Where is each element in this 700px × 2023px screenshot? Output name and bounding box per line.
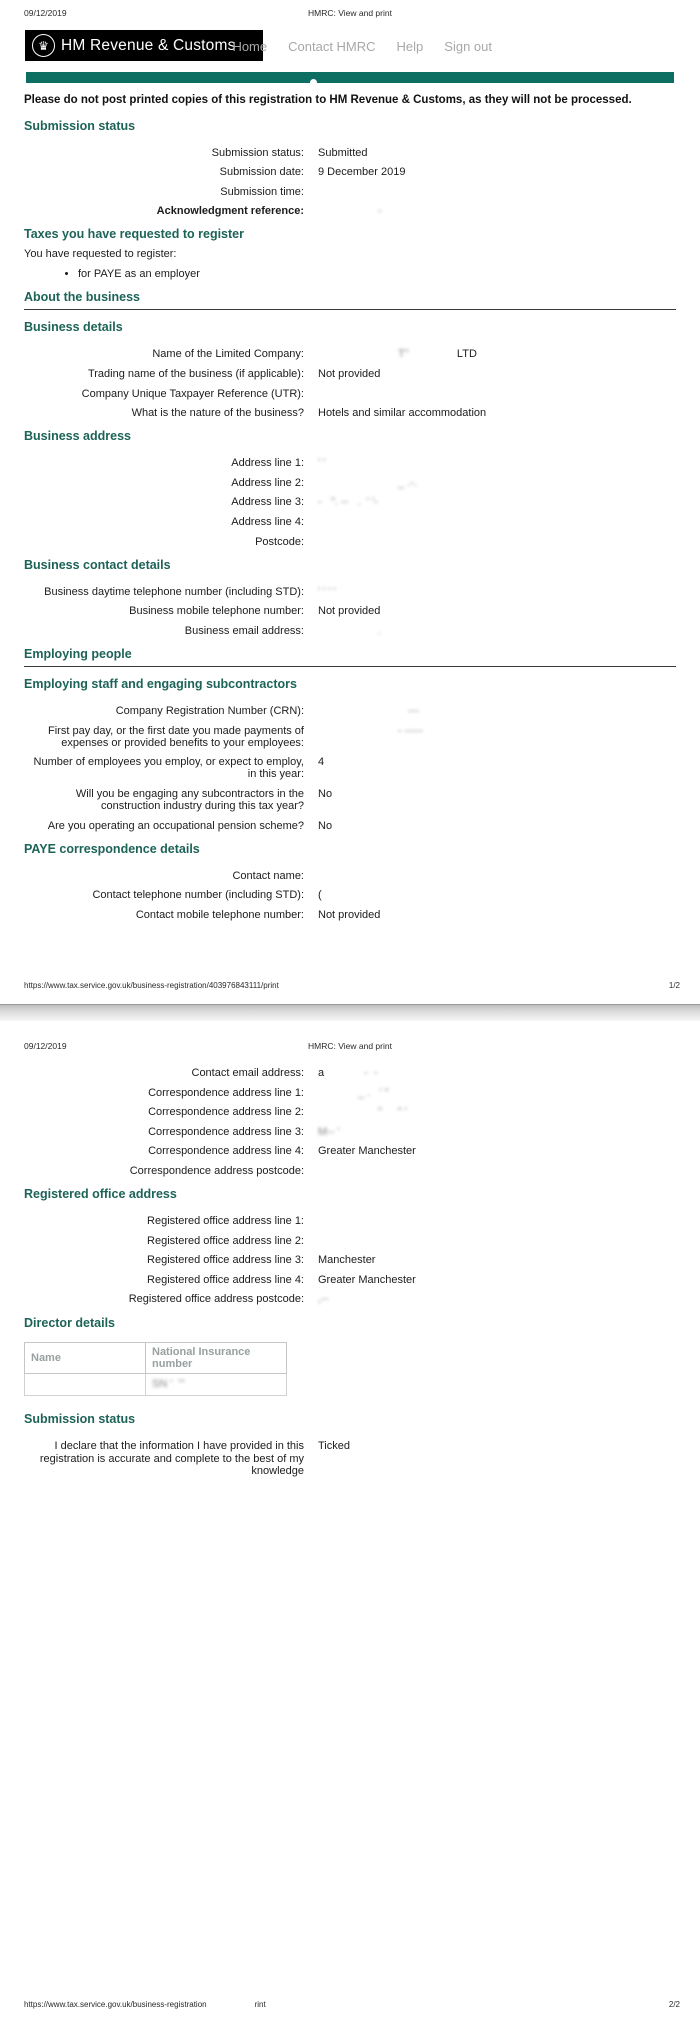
redacted-value: ---: [408, 705, 419, 718]
heading-about-the-business: About the business: [24, 290, 676, 310]
field-value: [318, 625, 700, 637]
redacted-value: - -: [364, 1067, 378, 1079]
column-header-ni-number: National Insurance number: [146, 1342, 287, 1373]
field-label: Contact name:: [232, 869, 304, 882]
field-value: 4: [318, 756, 325, 769]
field-row-first-pay-day: [0, 725, 700, 749]
print-header-spacer: [516, 8, 676, 18]
field-label: What is the nature of the business?: [131, 407, 304, 420]
director-ni-cell: [146, 1373, 287, 1395]
field-value: Ticked: [318, 1439, 350, 1452]
field-row-utr: [0, 388, 700, 400]
field-label: Company Registration Number (CRN):: [115, 705, 304, 718]
field-value: [318, 870, 700, 882]
company-suffix-ltd: LTD: [456, 348, 477, 361]
redacted-value: ' ' ' ': [318, 585, 336, 598]
brand-divider-bar: [26, 72, 674, 83]
field-value: [318, 388, 700, 400]
field-label: Submission date:: [219, 166, 304, 179]
field-value: Not provided: [318, 605, 381, 618]
field-value: Submitted: [318, 146, 368, 159]
field-label: First pay day, or the first date you made payments of expenses or provided benefits to your employees:: [48, 724, 304, 749]
page-separator: [0, 1004, 700, 1021]
print-date: 09/12/2019: [24, 1041, 67, 1051]
field-value: Not provided: [318, 908, 381, 921]
field-label: Registered office address line 1:: [147, 1215, 304, 1228]
hmrc-logo-text: HM Revenue & Customs: [61, 36, 236, 54]
business-details-fields: [0, 348, 700, 419]
field-value: 9 December 2019: [318, 166, 406, 179]
footer-url-suffix: rint: [254, 2000, 266, 2009]
field-label: Registered office address line 3:: [147, 1254, 304, 1267]
field-label: Submission time:: [220, 185, 304, 198]
field-value: [318, 457, 700, 469]
field-row-correspondence-postcode: [0, 1165, 700, 1177]
field-row-contact-name: [0, 870, 700, 882]
field-value: [318, 186, 700, 198]
paye-correspondence-fields: [0, 870, 700, 921]
field-label: Address line 2:: [231, 476, 304, 489]
field-label: Trading name of the business (if applicable):: [87, 367, 304, 380]
field-label: Registered office address postcode:: [128, 1293, 304, 1306]
field-label: Contact telephone number (including STD):: [92, 889, 304, 902]
nav-help-link[interactable]: Help: [396, 39, 424, 54]
print-footer-page-2: [24, 2000, 680, 2009]
requested-to-register-text: You have requested to register:: [24, 248, 177, 261]
field-row-registered-line-2: [0, 1235, 700, 1247]
print-doc-title: HMRC: View and print: [308, 1041, 392, 1051]
field-row-contact-email: [0, 1067, 700, 1079]
field-value: [318, 516, 700, 528]
field-label: Business email address:: [184, 624, 304, 637]
field-value: [318, 1293, 700, 1305]
field-value: Hotels and similar accommodation: [318, 407, 487, 420]
field-row-acknowledgment-reference: [0, 205, 700, 217]
field-label: I declare that the information I have provided in this registration is accurate and complete to the best of my knowledge: [39, 1439, 304, 1478]
heading-employing-staff-subcontractors: Employing staff and engaging subcontractors: [24, 677, 297, 692]
footer-url: [24, 2000, 669, 2009]
field-value: [318, 205, 700, 217]
field-row-registered-line-4: [0, 1274, 700, 1286]
top-nav: [232, 39, 492, 54]
field-row-address-line-4: [0, 516, 700, 528]
director-details-table: [24, 1342, 287, 1396]
field-value: Not provided: [318, 367, 381, 380]
field-row-crn: [0, 705, 700, 717]
registered-office-fields: [0, 1215, 700, 1305]
field-label: Correspondence address line 1:: [148, 1086, 304, 1099]
print-date: 09/12/2019: [24, 8, 67, 18]
heading-employing-people: Employing people: [24, 647, 676, 667]
heading-paye-correspondence: PAYE correspondence details: [24, 841, 200, 856]
field-row-business-email: [0, 625, 700, 637]
heading-registered-office: Registered office address: [24, 1187, 177, 1202]
field-label: Name of the Limited Company:: [152, 348, 304, 361]
field-label: Number of employees you employ, or expect to employ, in this year:: [33, 756, 304, 781]
nav-home-link[interactable]: Home: [232, 39, 268, 54]
redacted-value: -: [378, 205, 382, 218]
field-row-postcode: [0, 536, 700, 548]
field-label: Will you be engaging any subcontractors in the construction industry during this tax year?: [75, 787, 304, 813]
field-value: [318, 1087, 700, 1099]
field-label: Submission status:: [211, 146, 304, 159]
field-value: [318, 1215, 700, 1227]
redacted-value: ,--: [318, 1293, 329, 1306]
redacted-value: - -----: [398, 724, 424, 737]
field-row-declaration: [0, 1440, 700, 1479]
field-label: Correspondence address postcode:: [129, 1164, 304, 1177]
field-row-mobile-telephone: [0, 605, 700, 617]
field-value: [318, 1067, 700, 1079]
redacted-value: _ .-.: [398, 476, 417, 489]
field-row-daytime-telephone: [0, 586, 700, 598]
field-value: Greater Manchester: [318, 1273, 416, 1286]
field-row-address-line-1: [0, 457, 700, 469]
field-label: Registered office address line 2:: [147, 1234, 304, 1247]
field-value: [318, 1165, 700, 1177]
director-name-cell: [25, 1373, 146, 1395]
redacted-value: - ''. -- . ' '-: [318, 496, 378, 509]
field-row-correspondence-line-1: [0, 1087, 700, 1099]
redacted-value: _ . ' '': [358, 1086, 389, 1099]
redacted-value: M-- ': [318, 1125, 340, 1138]
field-row-registered-line-1: [0, 1215, 700, 1227]
employing-staff-fields: [0, 705, 700, 832]
field-label: Correspondence address line 4:: [148, 1145, 304, 1158]
field-label: Address line 4:: [231, 516, 304, 529]
field-label: Postcode:: [255, 535, 304, 548]
field-label: Acknowledgment reference:: [156, 205, 304, 218]
field-row-address-line-3: [0, 496, 700, 508]
column-header-name: Name: [25, 1342, 146, 1373]
footer-page-number: 2/2: [668, 2000, 680, 2009]
hmrc-logo: [25, 30, 263, 61]
submission-status-fields: [0, 147, 700, 218]
field-label: Company Unique Taxpayer Reference (UTR):: [81, 387, 304, 400]
nav-contact-hmrc-link[interactable]: Contact HMRC: [288, 39, 376, 54]
field-label: Address line 1:: [231, 457, 304, 470]
heading-taxes-requested: Taxes you have requested to register: [24, 227, 244, 242]
heading-director-details: Director details: [24, 1315, 116, 1330]
field-label: Business mobile telephone number:: [129, 605, 304, 618]
field-row-registered-postcode: [0, 1293, 700, 1305]
field-value: No: [318, 787, 333, 800]
print-doc-title: HMRC: View and print: [308, 8, 392, 18]
field-row-correspondence-line-2: [0, 1106, 700, 1118]
director-row: [25, 1373, 287, 1395]
footer-url-prefix: https://www.tax.service.gov.uk/business-registration: [24, 2000, 207, 2009]
field-label: Correspondence address line 3:: [148, 1125, 304, 1138]
masthead: [0, 30, 700, 64]
field-value: [318, 1126, 700, 1138]
business-address-fields: [0, 457, 700, 547]
print-page-2: [0, 1021, 700, 2023]
heading-submission-status: Submission status: [24, 118, 136, 133]
print-header-spacer: [516, 1041, 676, 1051]
email-visible-fragment: a: [318, 1067, 325, 1079]
footer-url: https://www.tax.service.gov.uk/business-registration/403976843111/print: [24, 981, 279, 990]
print-page-1: [0, 0, 700, 1004]
field-row-address-line-2: [0, 477, 700, 489]
heading-business-details: Business details: [24, 320, 123, 335]
field-row-submission-status: [0, 147, 700, 159]
footer-page-number: 1/2: [668, 981, 680, 990]
heading-submission-status-2: Submission status: [24, 1411, 136, 1426]
redacted-value: T'': [398, 348, 409, 361]
field-value: [318, 705, 700, 717]
field-label: Registered office address line 4:: [147, 1273, 304, 1286]
field-value: Greater Manchester: [318, 1145, 416, 1158]
field-value: [318, 1106, 700, 1118]
field-value: [318, 1235, 700, 1247]
nav-sign-out-link[interactable]: Sign out: [444, 39, 492, 54]
table-header-row: [25, 1342, 287, 1373]
field-value: (: [318, 889, 322, 902]
field-label: Business daytime telephone number (including STD):: [44, 585, 304, 598]
field-row-pension-scheme: [0, 820, 700, 832]
field-label: Contact mobile telephone number:: [135, 908, 304, 921]
correspondence-fields: [0, 1067, 700, 1177]
field-value: [318, 586, 700, 598]
heading-business-address: Business address: [24, 429, 131, 444]
field-row-contact-telephone: [0, 889, 700, 901]
field-value: No: [318, 819, 333, 832]
field-row-nature-of-business: [0, 407, 700, 419]
do-not-post-notice: Please do not post printed copies of this registration to HM Revenue & Customs, as they will not be processed.: [24, 94, 632, 106]
redacted-value: .: [378, 624, 382, 637]
field-row-submission-time: [0, 186, 700, 198]
field-label: Correspondence address line 2:: [148, 1106, 304, 1119]
redacted-value: ' ': [318, 457, 326, 470]
redacted-value: '' '' ': [378, 1106, 407, 1119]
business-contact-fields: [0, 586, 700, 637]
field-row-submission-date: [0, 166, 700, 178]
declaration-fields: [0, 1440, 700, 1479]
field-label: Address line 3:: [231, 496, 304, 509]
field-row-trading-name: [0, 368, 700, 380]
field-value: Manchester: [318, 1254, 376, 1267]
heading-business-contact-details: Business contact details: [24, 557, 171, 572]
field-label: Contact email address:: [191, 1067, 304, 1079]
field-row-registered-line-3: [0, 1254, 700, 1266]
field-row-correspondence-line-4: [0, 1145, 700, 1157]
crown-icon: ♛: [32, 34, 55, 57]
field-row-company-name: [0, 348, 700, 360]
print-footer-page-1: [24, 981, 680, 990]
field-value: [318, 348, 700, 360]
field-row-subcontractors: [0, 788, 700, 812]
bar-notch: [310, 79, 317, 86]
print-header-page-2: [0, 1021, 700, 1051]
field-value: [318, 496, 700, 508]
redacted-value: SN ' ''': [152, 1378, 185, 1391]
field-row-contact-mobile: [0, 909, 700, 921]
field-value: [318, 725, 700, 749]
field-value: [318, 477, 700, 489]
field-value: [318, 536, 700, 548]
bullet-paye-employer: • for PAYE as an employer: [78, 268, 700, 280]
field-row-correspondence-line-3: [0, 1126, 700, 1138]
field-label: Are you operating an occupational pension scheme?: [47, 819, 304, 832]
print-header: [0, 0, 700, 18]
taxes-bullet-list: [78, 268, 700, 280]
field-row-number-of-employees: [0, 756, 700, 780]
